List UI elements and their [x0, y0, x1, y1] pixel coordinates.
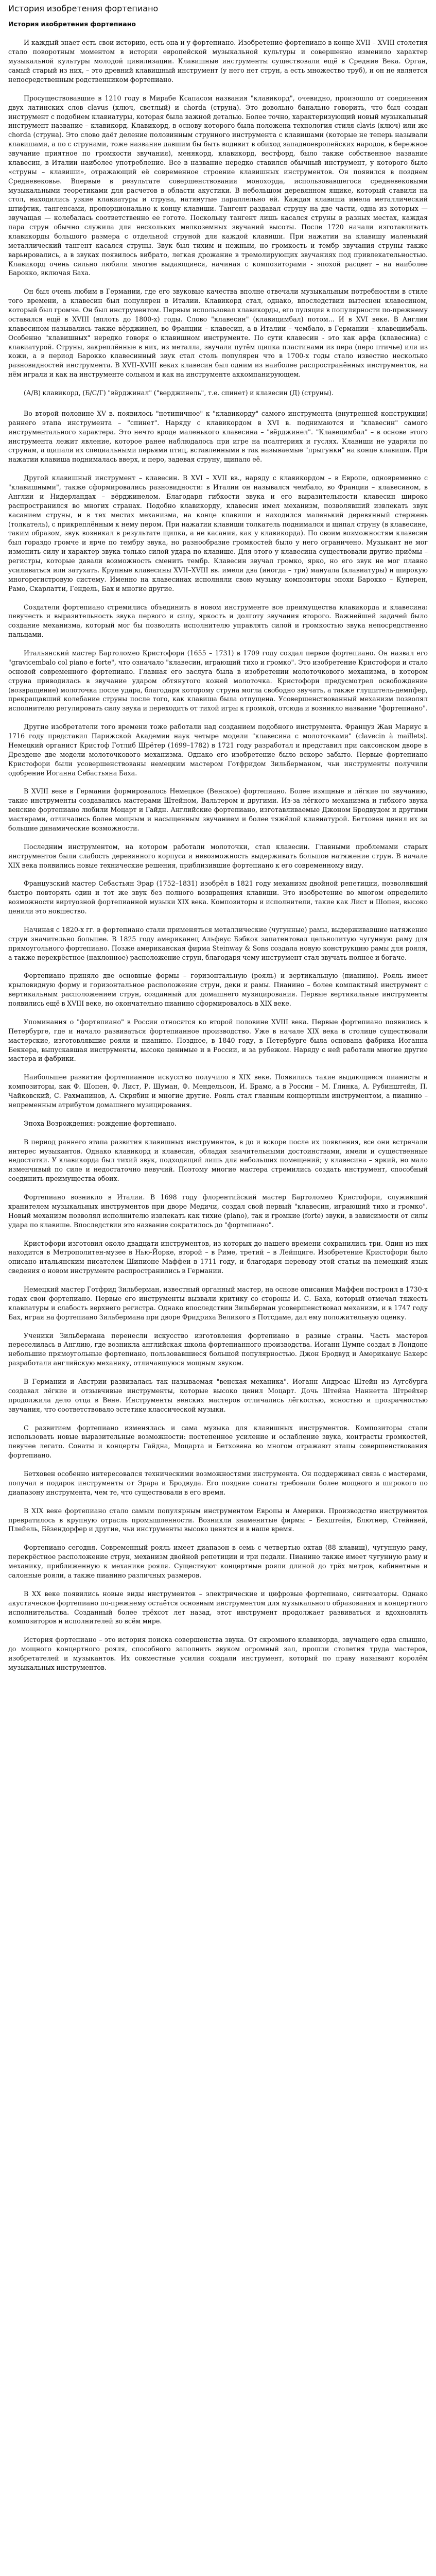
- article-paragraph: (А/В) клавикорд, (Б/С/Г) "вёрджинал" ("верджинель", т.е. спинет) и клавесин (Д) (струны).: [24, 389, 334, 397]
- article-paragraph: Последним инструментом, на котором работали молоточки, стал клавесин. Главными проблемами старых инструментов были слабость деревянного корпуса и невозможность выдерживать большое натяжение струн. В начале XIX века появились новые технические решения, приблизившие фортепиано к его современному виду.: [8, 842, 428, 869]
- article-paragraph: Итальянский мастер Бартоломео Кристофори (1655 – 1731) в 1709 году создал первое фортепиано. Он назвал его "gravicembalo col piano e forte", что означало "клавесин, играющий тихо и громко". Это изобретение Кристофори и стало основой современного фортепиано. Главная его заслуга была в изобретении молоточкового механизма, в котором струна приводилась в звучание ударом обтянутого кожей молоточка. Кристофори предусмотрел освобождение (возвращение) молоточка после удара, благодаря которому струна могла свободно звучать, а также глушитель-демпфер, прекращавший колебание струны после того, как клавиша была отпущена. Усовершенствованный механизм позволял исполнителю регулировать силу звука и переходить от тихой игры к громкой, отсюда и возникло название "фортепиано".: [8, 649, 428, 713]
- page-subtitle: История изобретения фортепиано: [8, 20, 136, 28]
- article-paragraph: История фортепиано – это история поиска совершенства звука. От скромного клавикорда, звучащего едва слышно, до мощного концертного рояля, способного заполнить звуком огромный зал, прошли столетия труда мастеров, изобретателей и музыкантов. Их совместные усилия создали инструмент, который по праву называют королём музыкальных инструментов.: [8, 1636, 428, 1671]
- article-paragraph: Начиная с 1820-х гг. в фортепиано стали применяться металлические (чугунные) рамы, выдерживавшие натяжение струн значительно большее. В 1825 году американец Альфеус Бэбкок запатентовал цельнолитую чугунную раму для прямоугольного фортепиано. Позже американская фирма Steinway & Sons создала новую конструкцию рамы для рояля, а также перекрёстное (наклонное) расположение струн, благодаря чему инструмент стал звучать полнее и богаче.: [8, 925, 428, 961]
- article-paragraph: Наибольшее развитие фортепианное искусство получило в XIX веке. Появились такие выдающиеся пианисты и композиторы, как Ф. Шопен, Ф. Лист, Р. Шуман, Ф. Мендельсон, И. Брамс, а в России – М. Глинка, А. Рубинштейн, П. Чайковский, С. Рахманинов, А. Скрябин и многие другие. Рояль стал главным концертным инструментом, а пианино – непременным атрибутом домашнего музицирования.: [8, 1073, 428, 1109]
- article-paragraph: Немецкий мастер Готфрид Зильберман, известный органный мастер, на основе описания Маффеи построил в 1730-х годах свои фортепиано. Первые его инструменты вызвали критику со стороны И. С. Баха, который отмечал тяжесть клавиатуры и слабость верхнего регистра. Однако впоследствии Зильберман усовершенствовал механизм, и в 1747 году Бах, играя на фортепиано Зильбермана при дворе Фридриха Великого в Потсдаме, дал ему положительную оценку.: [8, 1285, 428, 1321]
- article-paragraph: Просуществовавшие в 1210 году в Мирабе Ксапасом названия "клавикорд", очевидно, произошло от соединения двух латинских слов clavus (ключ, светлый) и chorda (струна). Это довольно банально говорить, что был создан инструмент с подобием клавиатуры, которая была важной деталью. Более точно, характеризующий новый музыкальный инструмент название – клавикорд. Клавикорд, в основу которого была положена технология стиля clavis (ключ) или же chorda (струна). Это слово даёт деление половинным струнного инструмента с клавишами (которые не теперь называли клавишами, а по с струнами, тоже название давшим бы быть водивит в обиход западноевропейских народов, в бережное звучание приятное по громкости звучания), менякорд, клавикорд, вестфорд, было также собственное название клавесин, в Италии наиболее употребление. Все в название нередко ставился обычный инструмент, у которого было «струны – клавиши», отражающий её современное строение клавишных инструментов. Он появился в позднем Средневековье. Впервые в результате совершенствования монохорда, использовавшегося средневековыми музыкальными теоретиками для расчетов в области акустики. В небольшом деревянном ящике, который ставили на стол, находились узкие клавиатуры и струна, натянутые параллельно ей. Каждая клавиша имела металлический штифтик, тангенсами, пропорционально к концу клавиши. Тангент раздавал струну на две части, одна из которых — звучащая — колебалась соответственно ее гоготе. Поскольку тангент лишь касался струны в разных местах, каждая пара струн обычно служила для нескольких мелкоземных звучаний высоты. После 1720 начали изготавливать клавикорды большого размера с отдельной струной для каждой клавиши. При нажатии на клавишу маленький металлический тангент касался струны. Звук был тихим и нежным, но громкость и тембр звучания струны также варьировались, а в звуках появилось вибрато, легкая дрожание в тремолирующих звучаниях под привлекательностью. Клавикорд очень сильно любили многие выдающиеся, начиная с композиторами - эпохой расцвет – на наиболее Барокко, включая Баха.: [8, 94, 428, 277]
- article-body: [8, 38, 428, 1672]
- article-paragraph: С развитием фортепиано изменялась и сама музыка для клавишных инструментов. Композиторы стали использовать новые выразительные возможности: постепенное усиление и ослабление звука, контрасты громкостей, певучее легато. Сонаты и концерты Гайдна, Моцарта и Бетховена во многом отражают этапы совершенствования фортепиано.: [8, 1423, 428, 1460]
- article-paragraph: Упоминания о "фортепиано" в России относятся ко второй половине XVIII века. Первые фортепиано появились в Петербурге, где и начало развиваться фортепианное производство. Уже в начале XIX века в столице существовали мастерские, изготовлявшие рояли и пианино. Позднее, в 1840 году, в Петербурге была основана фабрика Иоганна Беккера, выпускавшая инструменты, высоко ценимые и в России, и за рубежом. Наряду с ней работали многие другие мастера и фабрики.: [8, 1018, 428, 1063]
- article-paragraph: Он был очень любим в Германии, где его звуковые качества вполне отвечали музыкальным потребностям в стиле того времени, а клавесин был популярен в Италии. Клавикорд стал, однако, впоследствии вытеснен клавесином, который был громче. Он был инструментом. Первым использовал клавикорды, его пуляция в популярности по-прежнему оставался ещё в XVIII (вплоть до 1800-х) годы. Слово "клавесин" (клавицимбал) потом... И в XVI веке. В Англии клавесином назывались также вёрджинел, во Франции – клавесин, а в Италии – чембало, в Германии – клавецимбаль. Особенно "клавишных" нередко говоря о клавишном инструменте. По сути клавесин - это как арфа (клавесина) с клавиатурой. Струны, закреплённые в них, из металла, звучали путём щипка пластинами из пера (перо птичье) или из кожи, а в период Барокко клавесинный звук стал столь популярен что в 1700-х годы стало известно несколько разновидностей инструмента. В XVII–XVIII веках клавесин был одним из наиболее распространённых инструментов, на нём играли и как на инструменте сольном и как на инструменте аккомпанирующем.: [8, 287, 428, 379]
- article-paragraph: В Германии и Австрии развивалась так называемая "венская механика". Иоганн Андреас Штейн из Аугсбурга создавал лёгкие и отзывчивые инструменты, которые высоко ценил Моцарт. Дочь Штейна Наннетта Штрейхер продолжила дело отца в Вене. Инструменты венских мастеров отличались лёгкостью, ясностью и прозрачностью звучания, что соответствовало эстетике классической музыки.: [8, 1378, 428, 1413]
- article-paragraph: Другие изобретатели того времени тоже работали над созданием подобного инструмента. Француз Жан Мариус в 1716 году представил Парижской Академии наук четыре модели "клавесина с молоточками" (clavecin à maillets). Немецкий органист Кристоф Готлиб Шрётер (1699–1782) в 1721 году разработал и представил при саксонском дворе в Дрездене две модели молоточкового механизма. Однако его изобретение было вскоре забыто. Первые фортепиано Кристофори были усовершенствованы немецким мастером Готфридом Зильберманом, чьи инструменты получили одобрение Иоганна Себастьяна Баха.: [8, 723, 428, 777]
- article-paragraph: И каждый знает есть свои историю, есть она и у фортепиано. Изобретение фортепиано в конце XVII – XVIII столетия стало поворотным моментом в истории европейской музыкальной культуры и совершенно изменило характер музыкальной культуры молодой цивилизации. Клавишные инструменты существовали ещё в Средние Века. Орган, самый старый из них, – это древний клавишный инструмент (у него нет струн, а есть множество труб), и он не является непосредственным родственником фортепиано.: [8, 39, 428, 83]
- article-paragraph: Фортепиано сегодня. Современный рояль имеет диапазон в семь с четвертью октав (88 клавиш), чугунную раму, перекрёстное расположение струн, механизм двойной репетиции и три педали. Пианино также имеет чугунную раму и механику, приближенную к механике рояля. Существуют концертные рояли длиной до трёх метров, кабинетные и салонные рояли, а также пианино различных размеров.: [8, 1544, 428, 1579]
- article-paragraph: Фортепиано возникло в Италии. В 1698 году флорентийский мастер Бартоломео Кристофори, служивший хранителем музыкальных инструментов при дворе Медичи, создал свой первый "клавесин, играющий тихо и громко". Новый механизм позволял исполнителю извлекать как тихие (piano), так и громкие (forte) звуки, в зависимости от силы удара по клавише. Впоследствии это название сократилось до "фортепиано".: [8, 1193, 428, 1229]
- article-paragraph: Ученики Зильбермана перенесли искусство изготовления фортепиано в разные страны. Часть мастеров переселилась в Англию, где возникла английская школа фортепианного производства. Иоганн Цумпе создал в Лондоне небольшие прямоугольные фортепиано, пользовавшиеся большой популярностью. Джон Бродвуд и Американус Бакерс разработали английскую механику, отличавшуюся мощным звуком.: [8, 1331, 428, 1367]
- article-paragraph: Кристофори изготовил около двадцати инструментов, из которых до нашего времени сохранились три. Один из них находится в Метрополитен-музее в Нью-Йорке, второй – в Риме, третий – в Лейпциге. Изобретение Кристофори было описано итальянским писателем Шипионе Маффеи в 1711 году, и благодаря переводу этой статьи на немецкий язык сведения о новом инструменте распространились в Германии.: [8, 1239, 428, 1275]
- article-paragraph: Во второй половине XV в. появилось "нетипичное" к "клавикорду" самого инструмента (внутренней конструкции) раннего этапа инструмента – "спинет". Наряду с клавикордом в XVI в. поднимаются и "клавесин" самого инструментального характера. Это нечто вроде маленького клавесина – "вёрджинел". "Клавецимбал" – в основе этого инструмента лежит явление, которое ранее наблюдалось при игре на псалтериях и гуслях. Клавиши не ударяли по струнам, а щипали их специальными перьями птиц, вставленными в так называемые "прыгунки" на конце клавиши. При нажатии клавиша поднималась вверх, и перо, задевая струну, щипало её.: [8, 409, 428, 464]
- article-paragraph: В XIX веке фортепиано стало самым популярным инструментом Европы и Америки. Производство инструментов превратилось в крупную отрасль промышленности. Возникли знаменитые фирмы – Бехштейн, Блютнер, Стейнвей, Плейель, Бёзендорфер и другие, чьи инструменты высоко ценятся и в наше время.: [8, 1506, 428, 1533]
- article-paragraph: Французский мастер Себастьян Эрар (1752–1831) изобрёл в 1821 году механизм двойной репетиции, позволявший быстро повторять один и тот же звук без полного возвращения клавиши. Это изобретение во многом определило возможности виртуозной фортепианной музыки XIX века. Композиторы и исполнители, такие как Лист и Шопен, высоко ценили это новшество.: [8, 879, 428, 916]
- article-paragraph: В XX веке появились новые виды инструментов – электрические и цифровые фортепиано, синтезаторы. Однако акустическое фортепиано по-прежнему остаётся основным инструментом для музыкального образования и концертного исполнительства. Созданный более трёхсот лет назад, этот инструмент продолжает развиваться и вдохновлять композиторов и исполнителей во всём мире.: [8, 1589, 428, 1625]
- article-paragraph: Бетховен особенно интересовался техническими возможностями инструмента. Он поддерживал связь с мастерами, получал в подарок инструменты от Эрара и Бродвуда. Его поздние сонаты требовали более мощного и широкого по диапазону инструмента, чем те, что существовали в его время.: [8, 1470, 428, 1496]
- article-paragraph: Эпоха Возрождения: рождение фортепиано.: [24, 1119, 177, 1127]
- article-paragraph: Другой клавишный инструмент – клавесин. В XVI – XVII вв., наряду с клавикордом – в Европе, одновременно с "клавишными", также сформировались разновидности: в Италии он назывался чембало, во Франции – клавесином, в Англии и Нидерландах – вёрджинелом. Благодаря гибкости звука и его выразительности клавесин широко распространился во многих странах. Подобно клавикорду, клавесин имел механизм, позволявший извлекать звук касанием струны, и в тех местах механизма, на конце клавиши и находился маленький деревянный стержень (толкатель), с прикреплённым к нему пером. При нажатии клавиши толкатель поднимался и щипал струну (в клавесине, таким образом, звук возникал в результате щипка, а не касания, как у клавикорда). По своим возможностям клавесин был гораздо громче и ярче по тембру звука, но разнообразие громкостей было у него ограничено. Музыкант не мог изменить силу и характер звука только силой удара по клавише. Для этого у клавесина существовали другие приёмы – регистры, которые давали возможность сменить тембр. Клавесин звучал громко, ярко, но его звук не мог плавно усиливаться или затухать. Крупные клавесины XVII–XVIII вв. имели два (иногда – три) мануала (клавиатуры) и широкую многорегистровую систему. Именно на клавесинах исполняли свою музыку композиторы эпохи Барокко – Куперен, Рамо, Скарлатти, Гендель, Бах и многие другие.: [8, 474, 428, 592]
- article-paragraph: Создатели фортепиано стремились объединить в новом инструменте все преимущества клавикорда и клавесина: певучесть и выразительность звука первого и силу, яркость и долготу звучания второго. Важнейшей задачей было создание механизма, который мог бы позволить исполнителю управлять силой и громкостью звука непосредственно пальцами.: [8, 603, 428, 639]
- article-paragraph: В период раннего этапа развития клавишных инструментов, в до и вскоре после их появления, все они встречали интерес музыкантов. Однако клавикорд и клавесин, обладая значительными достоинствами, имели и существенные недостатки. У клавикорда был тихий звук, подходящий лишь для небольших помещений; у клавесина – яркий, но мало изменчивый по силе и недостаточно певучий. Поэтому многие мастера стремились создать инструмент, способный соединить преимущества обоих.: [8, 1138, 428, 1183]
- article-paragraph: В XVIII веке в Германии формировалось Немецкое (Венское) фортепиано. Более изящные и лёгкие по звучанию, такие инструменты создавались мастерами Штейном, Вальтером и другими. Из-за лёгкого механизма и гибкого звука венские фортепиано любили Моцарт и Гайдн. Английские фортепиано, изготавливаемые Джоном Бродвудом и другими мастерами, отличались более мощным и насыщенным звучанием и более тяжёлой клавиатурой. Бетховен ценил их за большие динамические возможности.: [8, 787, 428, 832]
- article-paragraph: Фортепиано приняло две основные формы – горизонтальную (рояль) и вертикальную (пианино). Рояль имеет крыловидную форму и горизонтальное расположение струн, деки и рамы. Пианино – более компактный инструмент с вертикальным расположением струн, созданный для домашнего музицирования. Первые вертикальные инструменты появились ещё в XVIII веке, но окончательно пианино сформировалось в XIX веке.: [8, 972, 428, 1008]
- page-title: История изобретения фортепиано: [8, 4, 159, 13]
